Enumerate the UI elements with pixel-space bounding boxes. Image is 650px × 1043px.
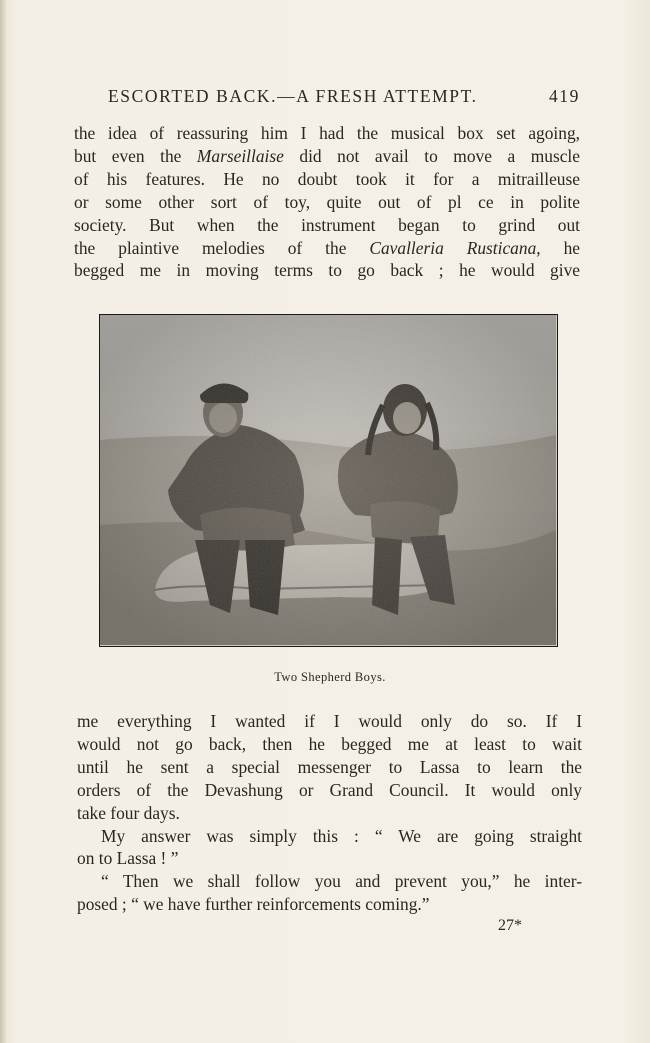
text-line: the idea of reassuring him I had the musical box set agoing, [74,123,580,143]
text-line: take four days. [77,802,180,823]
text-line: me everything I wanted if I would only do so. If I [77,711,582,731]
italic-title: Cavalleria Rusticana [369,237,537,258]
text-line: or some other sort of toy, quite out of pl ce in polite [74,191,580,212]
text-line: My answer was simply this : “ We are going straight [101,825,582,846]
signature-mark: 27* [498,917,522,934]
running-title: ESCORTED BACK.—A FRESH ATTEMPT. [108,86,478,106]
text-line: on to Lassa ! ” [77,848,179,869]
figure-caption: Two Shepherd Boys. [274,670,386,684]
text-line: begged me in moving terms to go back ; he would give [74,260,580,281]
text-line: of his features. He no doubt took it for a mitrailleuse [74,168,580,189]
top-paragraph [74,122,580,282]
photograph-image [100,315,556,645]
text-line: society. But when the instrument began to grind out [74,214,580,235]
running-header [108,86,580,107]
shepherd-boys-photograph [99,314,558,647]
page-gutter [0,0,6,1043]
page-number: 419 [548,86,580,106]
text-line: until he sent a special messenger to Lassa to learn the [77,756,582,777]
text-line: “ Then we shall follow you and prevent you,” he inter- [101,871,582,892]
text-line: orders of the Devashung or Grand Council. It would only [77,779,582,800]
text-line: but even the Marseillaise did not avail to move a muscle [74,145,580,166]
bottom-paragraphs [77,710,582,916]
text-line: the plaintive melodies of the Cavalleria Rusticana, he [74,237,580,258]
text-line: posed ; “ we have further reinforcements coming.” [77,894,430,915]
text-line: would not go back, then he begged me at least to wait [77,733,582,754]
italic-title: Marseillaise [196,145,284,166]
